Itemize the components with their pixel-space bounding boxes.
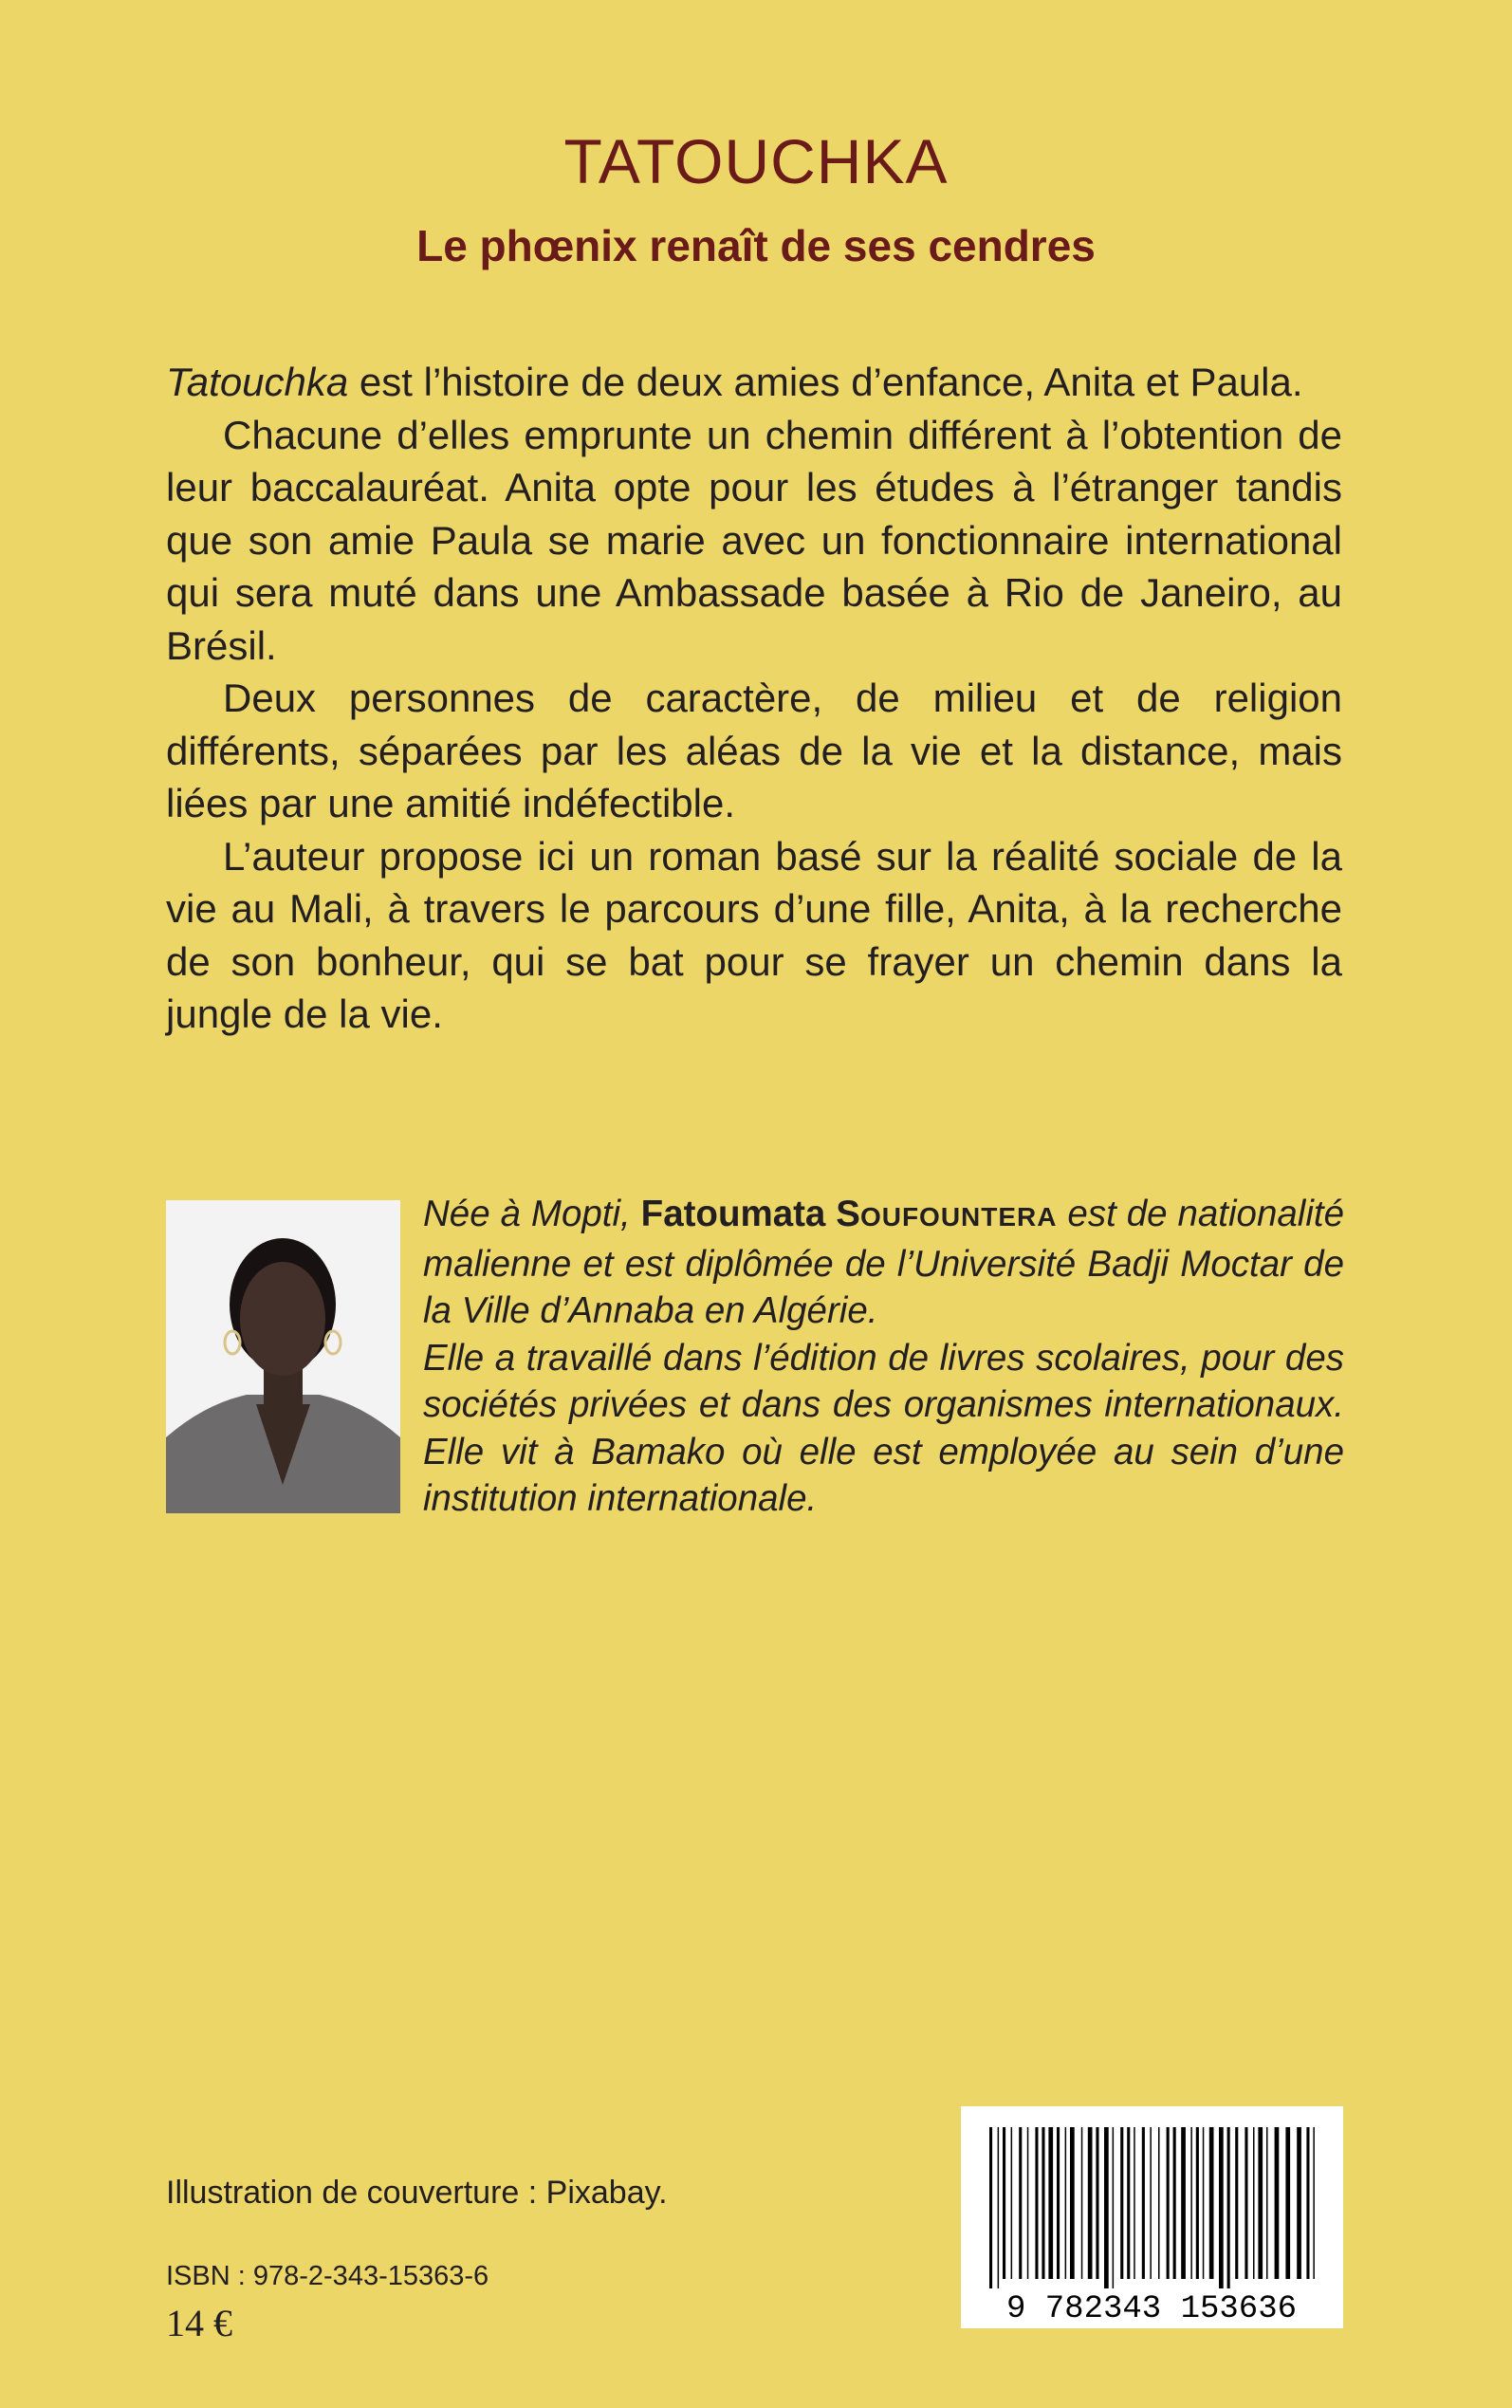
blurb-title-italic: Tatouchka <box>166 360 349 404</box>
barcode-bar <box>1150 2127 1152 2279</box>
blurb-paragraph-2: Chacune d’elles emprunte un chemin différent à l’obtention de leur baccalauréat. Anita opte pour les études à l’étranger tandis que son amie Paula se marie avec un fonctionnaire international qui sera muté dans une Ambassade basée à Rio de Janeiro, au Brésil. <box>166 412 1342 668</box>
bio-paragraph-2: Elle a travaillé dans l’édition de livres scolaires, pour des sociétés privées et dans des organismes internationaux. Elle vit à Bamako où elle est employée au sein d’une institution internationale. <box>423 1337 1344 1519</box>
barcode-bar <box>1070 2127 1075 2279</box>
barcode-bar <box>1297 2127 1301 2279</box>
barcode-bar <box>1285 2127 1290 2279</box>
barcode-bar <box>1190 2127 1192 2279</box>
barcode-bar <box>1127 2127 1130 2279</box>
blurb-paragraph-1 <box>166 356 1342 409</box>
barcode-bar <box>1275 2127 1280 2279</box>
blurb-paragraph-3: Deux personnes de caractère, de milieu et de religion différents, séparées par les aléas de la vie et la distance, mais liées par une amitié indéfectible. <box>166 676 1342 825</box>
bio-rest: est de nationalité malienne et est diplômée de l’Université Badji Moctar de la Ville d’Annaba en Algérie. <box>423 1194 1344 1331</box>
barcode-bar <box>1042 2127 1044 2279</box>
barcode-bars <box>989 2127 1315 2288</box>
barcode-bar <box>1227 2127 1230 2288</box>
bio-paragraph-1 <box>423 1191 1344 1335</box>
author-portrait-illustration <box>166 1200 400 1513</box>
blurb-paragraph-4: L’auteur propose ici un roman basé sur la réalité sociale de la vie au Mali, à travers le parcours d’une fille, Anita, à la recherche de son bonheur, qui se bat pour se frayer un chemin dans la jungle de la vie. <box>166 833 1342 1036</box>
barcode-bar <box>1134 2127 1135 2279</box>
barcode-bar <box>1120 2127 1123 2279</box>
isbn: ISBN : 978-2-343-15363-6 <box>166 2261 489 2291</box>
barcode-bar <box>1035 2127 1038 2279</box>
author-last-name-initial: S <box>836 1194 860 1234</box>
price: 14 € <box>166 2302 232 2344</box>
barcode-bar <box>1011 2127 1013 2279</box>
barcode-bar <box>1253 2127 1255 2279</box>
barcode-bar <box>1104 2127 1109 2288</box>
barcode-bar <box>1245 2127 1247 2279</box>
barcode-bar <box>1003 2127 1005 2279</box>
author-first-name: Fatoumata <box>640 1194 837 1234</box>
barcode-bar <box>1088 2127 1093 2279</box>
barcode-bar <box>1113 2127 1115 2288</box>
barcode-bar <box>998 2127 1000 2288</box>
barcode-bar <box>1173 2127 1176 2279</box>
barcode-bar <box>1203 2127 1205 2279</box>
barcode-bar <box>1167 2127 1170 2279</box>
barcode-bar <box>1065 2127 1067 2279</box>
barcode-bar <box>989 2127 992 2288</box>
illustration-credit: Illustration de couverture : Pixabay. <box>166 2175 668 2211</box>
blurb-p1-text: est l’histoire de deux amies d’enfance, Anita et Paula. <box>348 360 1303 404</box>
author-bio <box>423 1191 1344 1523</box>
barcode-digits: 9 782343 153636 <box>1005 2291 1298 2327</box>
barcode-bar <box>1027 2127 1029 2279</box>
book-subtitle: Le phœnix renaît de ses cendres <box>416 221 1096 270</box>
barcode-bar <box>1057 2127 1060 2279</box>
barcode-bar <box>1048 2127 1053 2279</box>
barcode-bar <box>1081 2127 1083 2279</box>
barcode-bar <box>1096 2127 1098 2279</box>
blurb <box>166 356 1342 1041</box>
barcode-bar <box>1181 2127 1186 2279</box>
barcode-bar <box>1158 2127 1160 2279</box>
author-photo <box>166 1200 400 1513</box>
author-last-name-rest: OUFOUNTERA <box>859 1202 1058 1232</box>
barcode-bar <box>1219 2127 1224 2288</box>
barcode-bar <box>1196 2127 1199 2279</box>
barcode-bar <box>1235 2127 1238 2279</box>
barcode-bar <box>1019 2127 1022 2279</box>
book-title: TATOUCHKA <box>563 126 949 196</box>
barcode <box>961 2106 1343 2328</box>
barcode-bar <box>1313 2127 1315 2279</box>
barcode-bar <box>1266 2127 1268 2279</box>
barcode-bar <box>1306 2127 1309 2279</box>
barcode-graphic <box>961 2106 1343 2328</box>
barcode-bar <box>1258 2127 1263 2279</box>
barcode-bar <box>1142 2127 1145 2279</box>
barcode-bar <box>1209 2127 1214 2279</box>
bio-lead: Née à Mopti, <box>423 1194 641 1234</box>
author-name <box>641 1194 1058 1234</box>
